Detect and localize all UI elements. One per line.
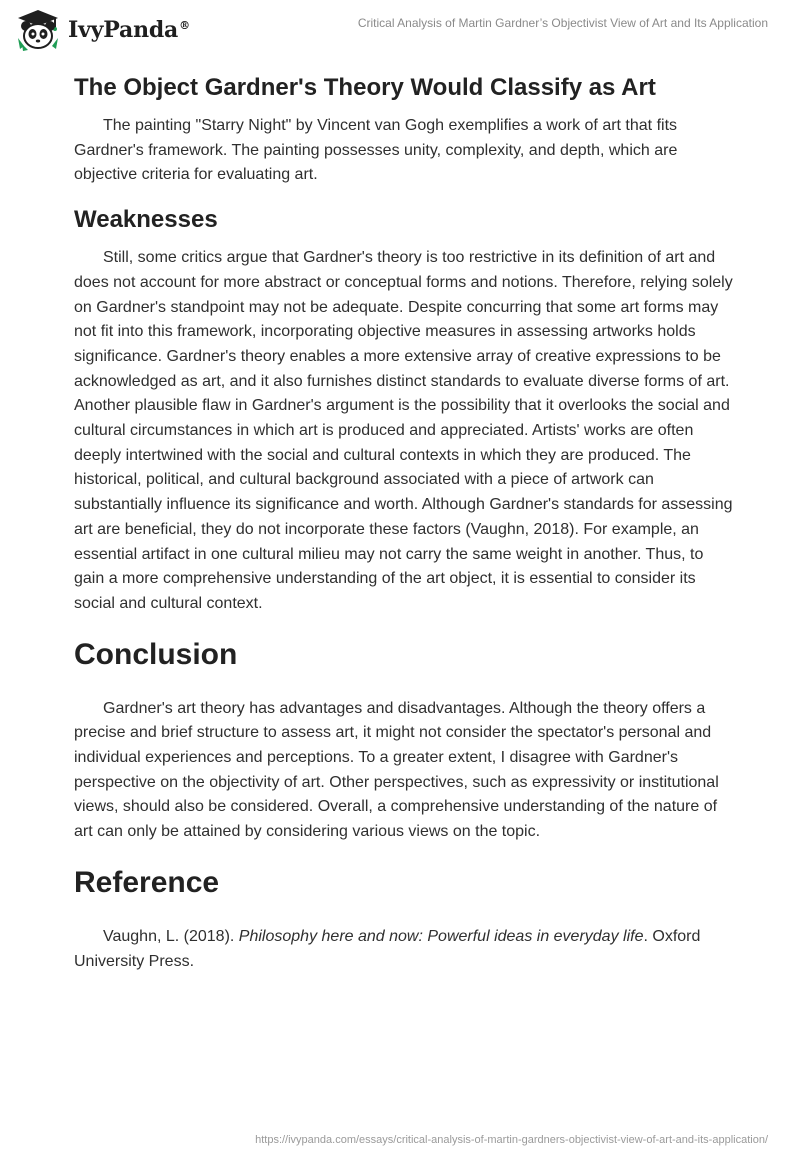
reference-entry — [74, 925, 734, 974]
reference-author: Vaughn, L. (2018). — [103, 927, 239, 945]
panda-graduate-icon — [14, 8, 62, 52]
reference-title: Philosophy here and now: Powerful ideas in everyday life — [238, 927, 644, 945]
brand-name: IvyPanda® — [68, 17, 190, 43]
paragraph-weaknesses: Still, some critics argue that Gardner's theory is too restrictive in its definition of art and does not account for more abstract or conceptual forms and notions. Therefore, relying solely on Gardner's standpoint may not be adequate. Despite concurring that some art forms may not fit into this framework, incorporating objective measures in assessing artworks holds significance. Gardner's theory enables a more extensive array of creative expressions to be acknowledged as art, and it also furnishes distinct standards to evaluate diverse forms of art. Another plausible flaw in Gardner's argument is the possibility that it overlooks the social and cultural circumstances in which art is produced and appreciated. Artists' works are often deeply intertwined with the social and cultural contexts in which they are produced. The historical, political, and cultural background associated with a piece of artwork can substantially influence its significance and worth. Although Gardner's standards for assessing art are beneficial, they do not incorporate these factors (Vaughn, 2018). For example, an essential artifact in one cultural milieu may not carry the same weight in another. Thus, to gain a more comprehensive understanding of the art object, it is essential to consider its social and cultural context. — [74, 249, 733, 612]
section-heading-weaknesses: Weaknesses — [74, 206, 218, 234]
document-title: Critical Analysis of Martin Gardner’s Objectivist View of Art and Its Application — [357, 16, 768, 30]
essay-body — [74, 70, 734, 974]
paragraph-conclusion: Gardner's art theory has advantages and disadvantages. Although the theory offers a precise and brief structure to assess art, it might not consider the spectator's personal and individual experiences and perceptions. To a greater extent, I disagree with Gardner's perspective on the objectivity of art. Other perspectives, such as expressivity or institutional views, should also be considered. Overall, a comprehensive understanding of the nature of art can only be attained by considering various views on the topic. — [74, 699, 719, 841]
section-heading-conclusion: Conclusion — [74, 637, 238, 671]
paragraph-object: The painting "Starry Night" by Vincent van Gogh exemplifies a work of art that fits Gardner's framework. The painting possesses unity, complexity, and depth, which are objective criteria for evaluating art. — [74, 117, 678, 184]
section-heading-reference: Reference — [74, 865, 220, 899]
source-url-link[interactable]: https://ivypanda.com/essays/critical-analysis-of-martin-gardners-objectivist-view-of-art-and-its-application/ — [255, 1134, 768, 1146]
section-heading-object: The Object Gardner's Theory Would Classify as Art — [74, 74, 656, 101]
ivypanda-logo[interactable] — [14, 8, 190, 52]
page-header — [0, 0, 800, 62]
reference-publisher: . Oxford University Press. — [74, 927, 701, 970]
